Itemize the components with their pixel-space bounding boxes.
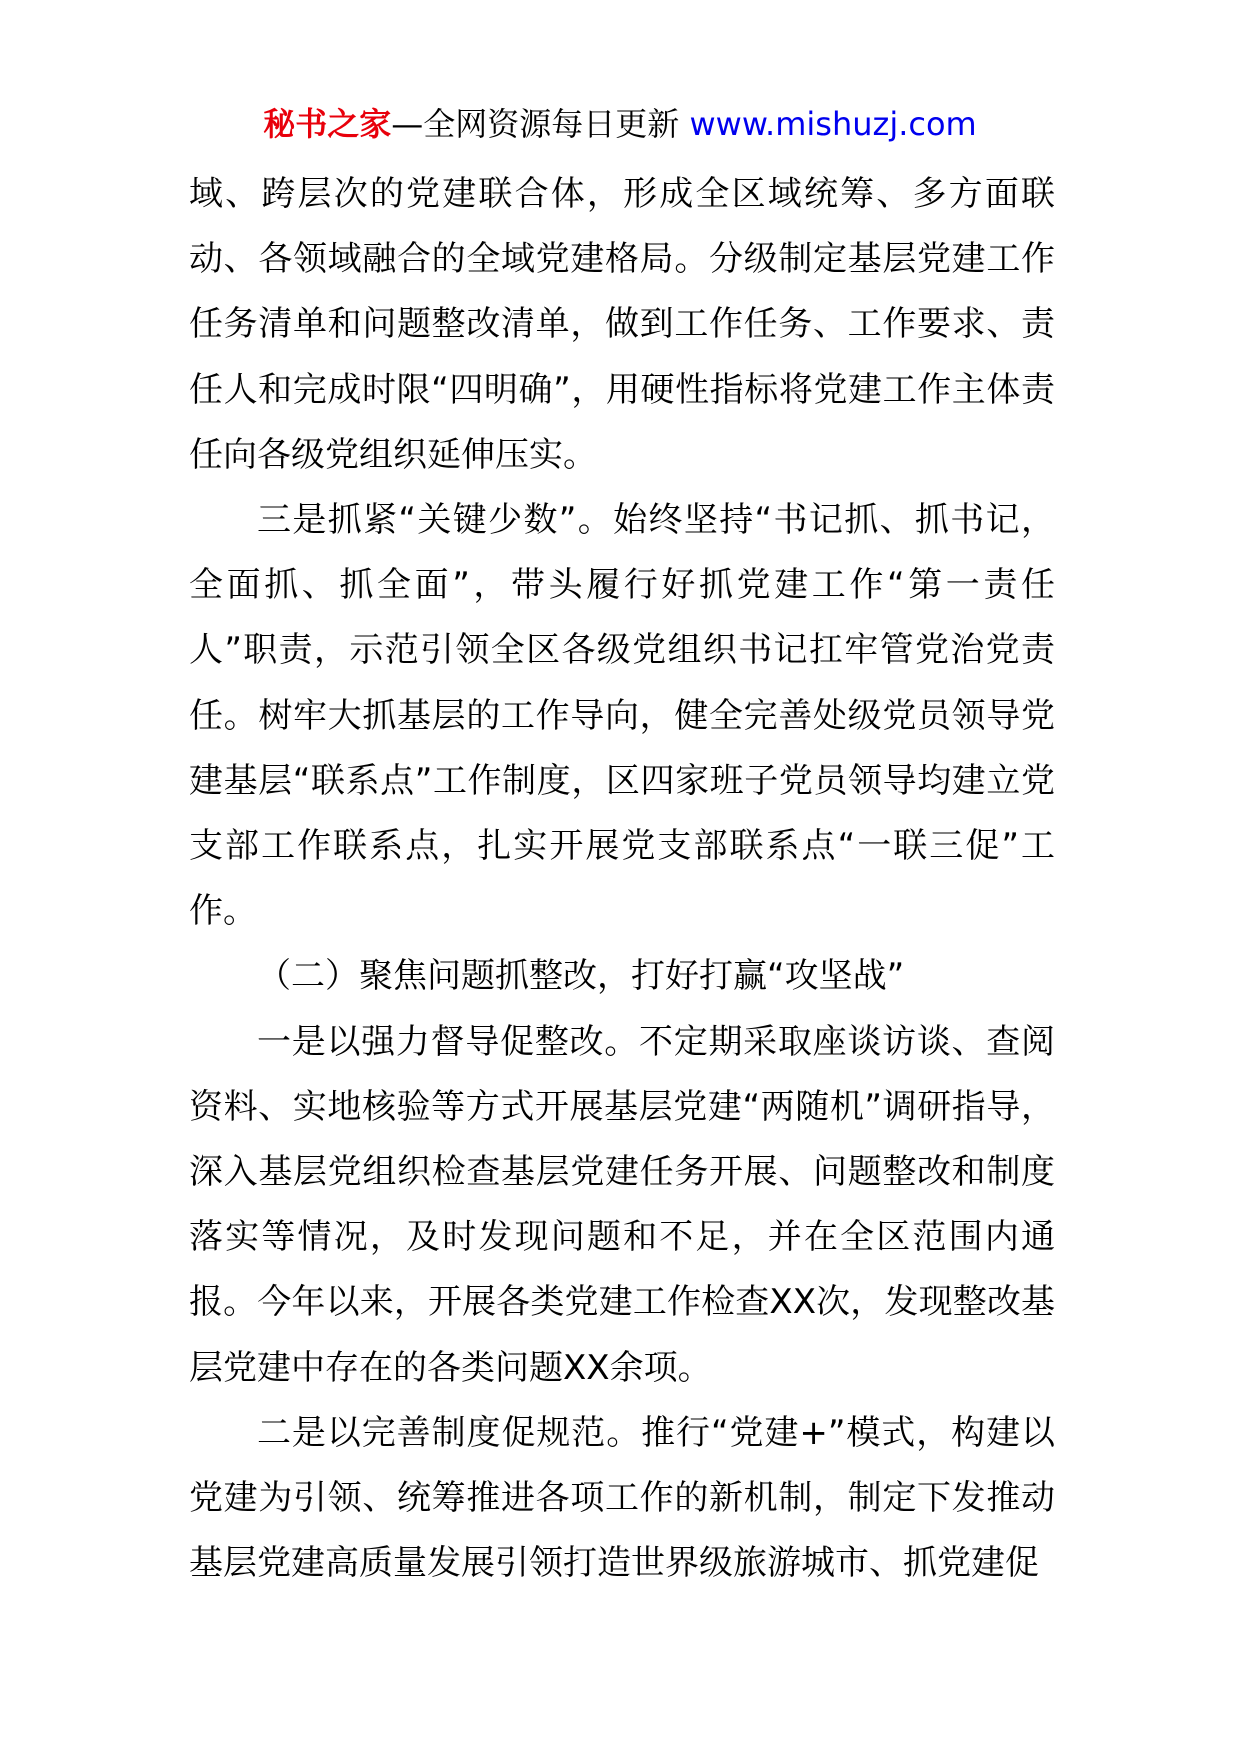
paragraph: 域、跨层次的党建联合体，形成全区域统筹、多方面联动、各领域融合的全域党建格局。分级制定基层党建工作任务清单和问题整改清单，做到工作任务、工作要求、责任人和完成时限“四明确”，用硬性指标将党建工作主体责任向各级党组织延伸压实。 — [189, 174, 1055, 475]
site-link[interactable]: www.mishuzj.com — [689, 105, 977, 143]
brand-name: 秘书之家 — [263, 105, 392, 143]
paragraph: 二是以完善制度促规范。推行“党建+”模式，构建以党建为引领、统筹推进各项工作的新机制，制定下发推动基层党建高质量发展引领打造世界级旅游城市、抓党建促 — [189, 1412, 1055, 1584]
section-heading: （二）聚焦问题抓整改，打好打赢“攻坚战” — [257, 956, 905, 997]
paragraph: 一是以强力督导促整改。不定期采取座谈访谈、查阅资料、实地核验等方式开展基层党建“两随机”调研指导，深入基层党组织检查基层党建任务开展、问题整改和制度落实等情况，及时发现问题和不足，并在全区范围内通报。今年以来，开展各类党建工作检查XX次，发现整改基层党建中存在的各类问题XX余项。 — [189, 1021, 1055, 1388]
header-tagline: —全网资源每日更新 — [391, 105, 690, 143]
site-header — [0, 102, 1240, 146]
document-body — [189, 162, 1055, 1596]
paragraph: 三是抓紧“关键少数”。始终坚持“书记抓、抓书记，全面抓、抓全面”，带头履行好抓党建工作“第一责任人”职责，示范引领全区各级党组织书记扛牢管党治党责任。树牢大抓基层的工作导向，健全完善处级党员领导党建基层“联系点”工作制度，区四家班子党员领导均建立党支部工作联系点，扎实开展党支部联系点“一联三促”工作。 — [189, 500, 1055, 932]
